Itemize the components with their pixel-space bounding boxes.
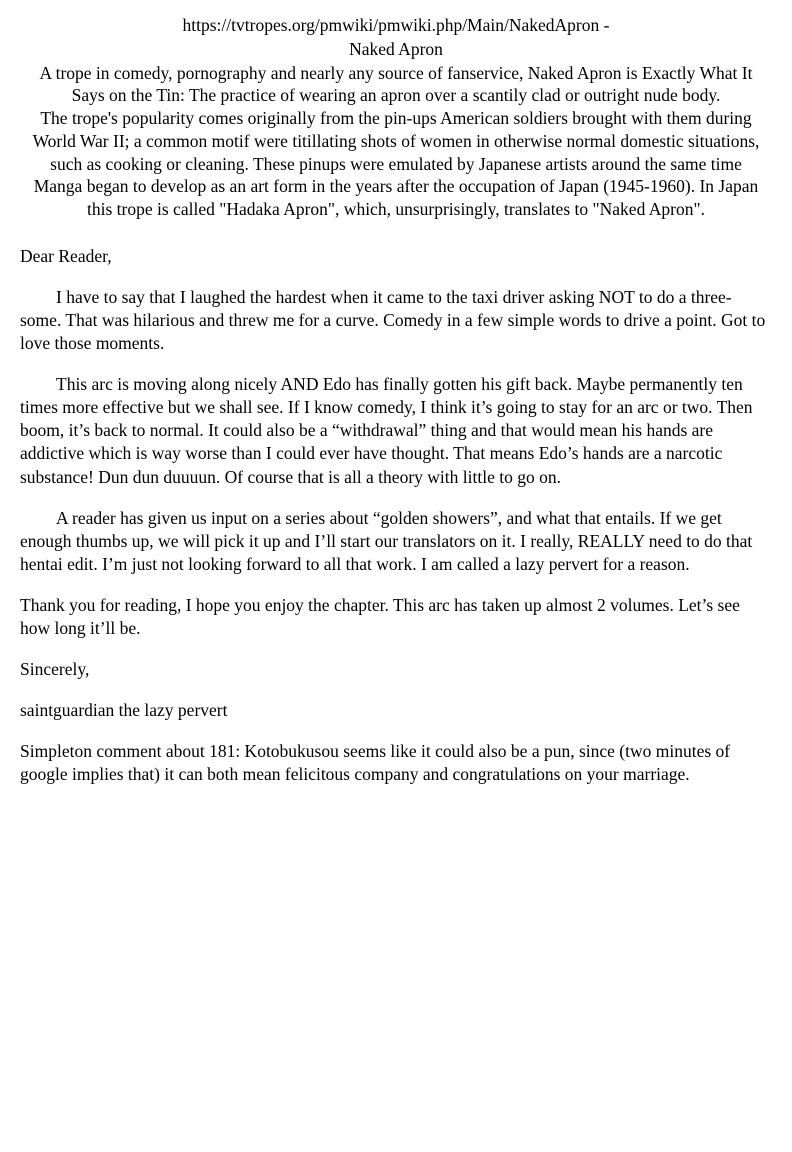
document-header: [20, 14, 772, 61]
spacer: [20, 268, 772, 286]
intro-line-6: Manga began to develop as an art form in the years after the occupation of Japan (1945-1960). In Japan: [33, 176, 759, 197]
trope-description: [20, 62, 772, 221]
intro-line-2: Says on the Tin: The practice of wearing an apron over a scantily clad or outright nude body.: [71, 85, 721, 106]
page-title: Naked Apron: [349, 38, 443, 59]
letter-paragraph-2-text: This arc is moving along nicely AND Edo has finally gotten his gift back. Maybe permanently ten times more effective but we shall see. If I know comedy, I think it’s going to stay for an arc or two. Then boom, it’s back to normal. It could also be a “withdrawal” thing and that would mean his hands are addictive which is way worse than I could ever have thought. That means Edo’s hands are a narcotic substance! Dun dun duuuun. Of course that is all a theory with little to go on.: [20, 374, 753, 487]
intro-line-1: A trope in comedy, pornography and nearly any source of fanservice, Naked Apron is Exactly What It: [39, 62, 753, 83]
letter-paragraph-3-text: A reader has given us input on a series about “golden showers”, and what that entails. If we get enough thumbs up, we will pick it up and I’ll start our translators on it. I really, REALLY need to do that hentai edit. I’m just not looking forward to all that work. I am called a lazy pervert for a reason.: [20, 507, 753, 574]
letter-paragraph-1: [20, 286, 772, 355]
letter-paragraph-4: Thank you for reading, I hope you enjoy the chapter. This arc has taken up almost 2 volumes. Let’s see how long it’ll be.: [20, 594, 740, 638]
intro-line-4: World War II; a common motif were titillating shots of women in otherwise normal domestic situations,: [32, 130, 760, 151]
letter-closing: Sincerely,: [20, 659, 90, 680]
spacer: [20, 722, 772, 740]
letter-paragraph-2: [20, 373, 772, 488]
spacer: [20, 489, 772, 507]
spacer: [20, 576, 772, 594]
intro-line-5: such as cooking or cleaning. These pinups were emulated by Japanese artists around the same time: [50, 153, 742, 174]
letter-paragraph-1-text: I have to say that I laughed the hardest when it came to the taxi driver asking NOT to do a three-some. That was hilarious and threw me for a curve. Comedy in a few simple words to drive a point. Got to love those moments.: [20, 286, 766, 354]
spacer: [20, 681, 772, 699]
spacer: [20, 355, 772, 373]
intro-line-7: this trope is called "Hadaka Apron", which, unsurprisingly, translates to "Naked Apron".: [87, 199, 705, 219]
spacer: [20, 640, 772, 658]
letter-footnote: Simpleton comment about 181: Kotobukusou seems like it could also be a pun, since (two minutes of google implies that) it can both mean felicitous company and congratulations on your marriage.: [20, 741, 731, 785]
source-url: https://tvtropes.org/pmwiki/pmwiki.php/Main/NakedApron -: [182, 15, 610, 35]
header-body-spacer: [20, 221, 772, 245]
intro-line-3: The trope's popularity comes originally from the pin-ups American soldiers brought with them during: [40, 108, 752, 128]
letter-salutation: Dear Reader,: [20, 245, 112, 266]
letter-signature: saintguardian the lazy pervert: [20, 700, 228, 721]
letter-paragraph-3: [20, 507, 772, 576]
letter-body: [20, 245, 772, 787]
